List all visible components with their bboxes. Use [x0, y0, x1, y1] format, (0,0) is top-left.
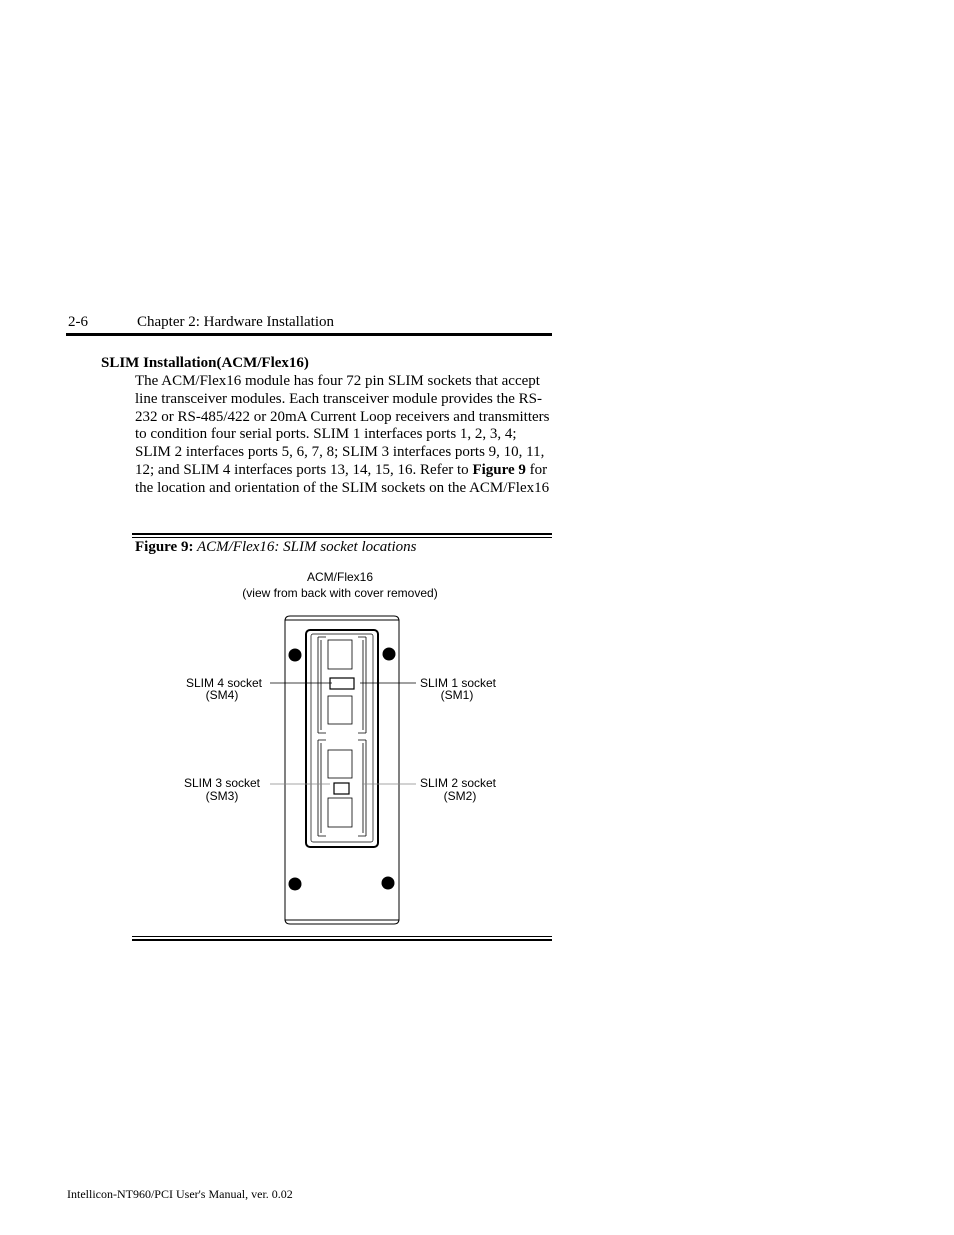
slim-socket-frame	[306, 630, 378, 847]
mounting-hole-top-right	[383, 648, 396, 661]
paragraph-text-end: for the location and orientation of the SLIM sockets on the ACM/Flex16	[135, 461, 550, 496]
paragraph-text-start: The ACM/Flex16 module has four 72 pin SLIM sockets that accept line transceiver modules. Each transceiver module provides the RS-232 or RS-485/422 or 20mA Current Loop receivers and transmitters to condition four serial ports. SLIM 1 interfaces ports 1, 2, 3, 4; SLIM 2 interfaces ports 5, 6, 7, 8; SLIM 3 interfaces ports 9, 10, 11, 12; and SLIM 4 interfaces ports 13, 14, 15, 16. Refer to	[135, 373, 550, 478]
sm2-id: (SM2)	[443, 789, 477, 803]
figure-top-rule-thin	[132, 537, 552, 538]
board-outline	[285, 616, 399, 924]
sm3-label: SLIM 3 socket	[183, 776, 261, 790]
mounting-hole-bottom-right	[382, 877, 395, 890]
figure-bottom-rule	[132, 939, 552, 941]
figure-bottom-rule-thin	[132, 936, 552, 937]
figure-caption-text: ACM/Flex16: SLIM socket locations	[193, 539, 417, 555]
sm1-label: SLIM 1 socket	[419, 676, 497, 690]
slim-socket-diagram	[132, 560, 552, 930]
diagram-subtitle: (view from back with cover removed)	[242, 586, 438, 600]
callout-lines	[270, 683, 416, 784]
chapter-title: Chapter 2: Hardware Installation	[137, 314, 335, 330]
mounting-hole-bottom-left	[289, 878, 302, 891]
figure-caption	[135, 539, 416, 556]
section-paragraph	[135, 373, 555, 498]
figure-top-rule	[132, 533, 552, 535]
diagram-title: ACM/Flex16	[306, 570, 374, 584]
sm2-label: SLIM 2 socket	[419, 776, 497, 790]
section-title: SLIM Installation(ACM/Flex16)	[101, 355, 309, 371]
sm4-label: SLIM 4 socket	[185, 676, 263, 690]
header-rule	[66, 333, 552, 336]
slim-socket-upper-pair	[318, 637, 366, 733]
sm1-id: (SM1)	[440, 688, 474, 702]
slim-socket-lower-pair	[318, 740, 366, 836]
page-footer: Intellicon-NT960/PCI User's Manual, ver. 0.02	[67, 1187, 293, 1201]
sm3-id: (SM3)	[205, 789, 239, 803]
figure-reference: Figure 9	[472, 461, 526, 478]
figure-label: Figure 9:	[135, 539, 194, 555]
page-number: 2-6	[68, 314, 88, 330]
mounting-hole-top-left	[289, 649, 302, 662]
sm4-id: (SM4)	[205, 688, 239, 702]
